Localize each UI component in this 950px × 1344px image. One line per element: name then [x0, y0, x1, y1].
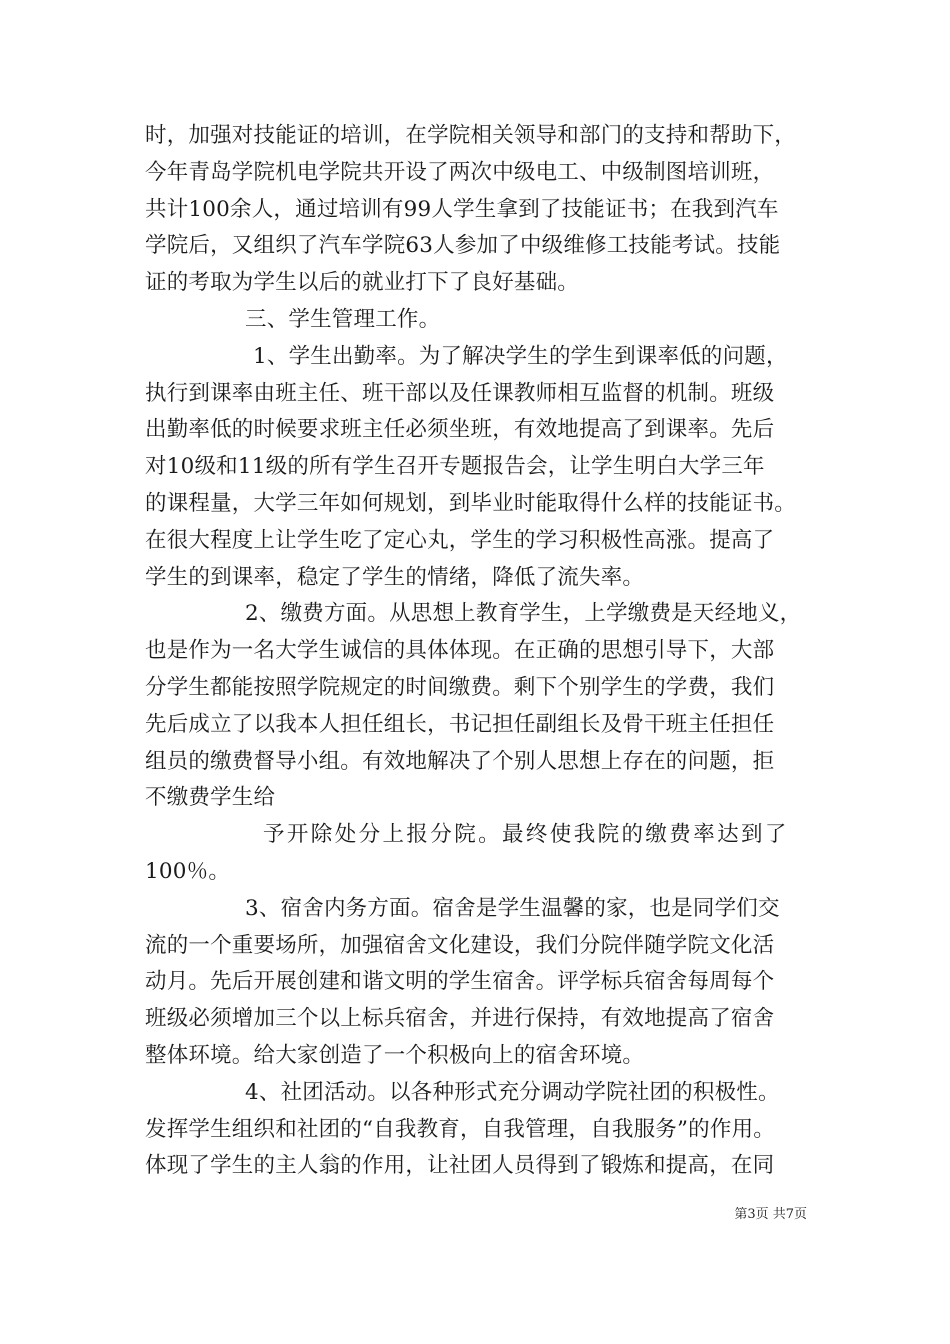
text-line: 分学生都能按照学院规定的时间缴费。剩下个别学生的学费，我们 [145, 674, 775, 700]
text-line: 组员的缴费督导小组。有效地解决了个别人思想上存在的问题，拒 [145, 748, 775, 774]
text-line: 学院后，又组织了汽车学院63人参加了中级维修工技能考试。技能 [145, 233, 781, 259]
text-line: 体现了学生的主人翁的作用，让社团人员得到了锻炼和提高，在同 [145, 1153, 775, 1179]
text-line: 的课程量，大学三年如何规划，到毕业时能取得什么样的技能证书。 [145, 490, 797, 516]
text-line: 动月。先后开展创建和谐文明的学生宿舍。评学标兵宿舍每周每个 [145, 969, 775, 995]
text-line: 不缴费学生给 [145, 785, 276, 811]
text-line: 发挥学生组织和社团的“自我教育，自我管理，自我服务”的作用。 [145, 1116, 775, 1142]
text-line: 也是作为一名大学生诚信的具体体现。在正确的思想引导下，大部 [145, 638, 775, 664]
text-line: 共计100余人，通过培训有99人学生拿到了技能证书；在我到汽车 [145, 196, 779, 222]
text-line: 流的一个重要场所，加强宿舍文化建设，我们分院伴随学院文化活 [145, 932, 775, 958]
text-line: 班级必须增加三个以上标兵宿舍，并进行保持，有效地提高了宿舍 [145, 1006, 775, 1032]
text-line: 4、社团活动。以各种形式充分调动学院社团的积极性。 [245, 1079, 780, 1105]
body-text [145, 118, 825, 1185]
text-line: 执行到课率由班主任、班干部以及任课教师相互监督的机制。班级 [145, 380, 775, 406]
text-line: 100％。 [145, 858, 231, 884]
text-line: 2、缴费方面。从思想上教育学生，上学缴费是天经地义， [245, 601, 802, 627]
text-line: 出勤率低的时候要求班主任必须坐班，有效地提高了到课率。先后 [145, 417, 775, 443]
text-line: 3、宿舍内务方面。宿舍是学生温馨的家，也是同学们交 [245, 895, 780, 921]
text-line: 在很大程度上让学生吃了定心丸，学生的学习积极性高涨。提高了 [145, 527, 775, 553]
text-line: 今年青岛学院机电学院共开设了两次中级电工、中级制图培训班， [145, 159, 775, 185]
text-line: 三、学生管理工作。 [245, 306, 441, 332]
text-line: 予开除处分上报分院。最终使我院的缴费率达到了 [263, 822, 789, 848]
text-line: 先后成立了以我本人担任组长，书记担任副组长及骨干班主任担任 [145, 711, 775, 737]
text-line: 整体环境。给大家创造了一个积极向上的宿舍环境。 [145, 1042, 645, 1068]
text-line: 1、学生出勤率。为了解决学生的学生到课率低的问题， [253, 343, 788, 369]
text-line: 学生的到课率，稳定了学生的情绪，降低了流失率。 [145, 564, 645, 590]
page-number-footer: 第3页 共7页 [734, 1207, 807, 1222]
text-line: 证的考取为学生以后的就业打下了良好基础。 [145, 270, 580, 296]
text-line: 时，加强对技能证的培训，在学院相关领导和部门的支持和帮助下， [145, 123, 797, 148]
text-line: 对10级和11级的所有学生召开专题报告会，让学生明白大学三年 [145, 454, 765, 480]
